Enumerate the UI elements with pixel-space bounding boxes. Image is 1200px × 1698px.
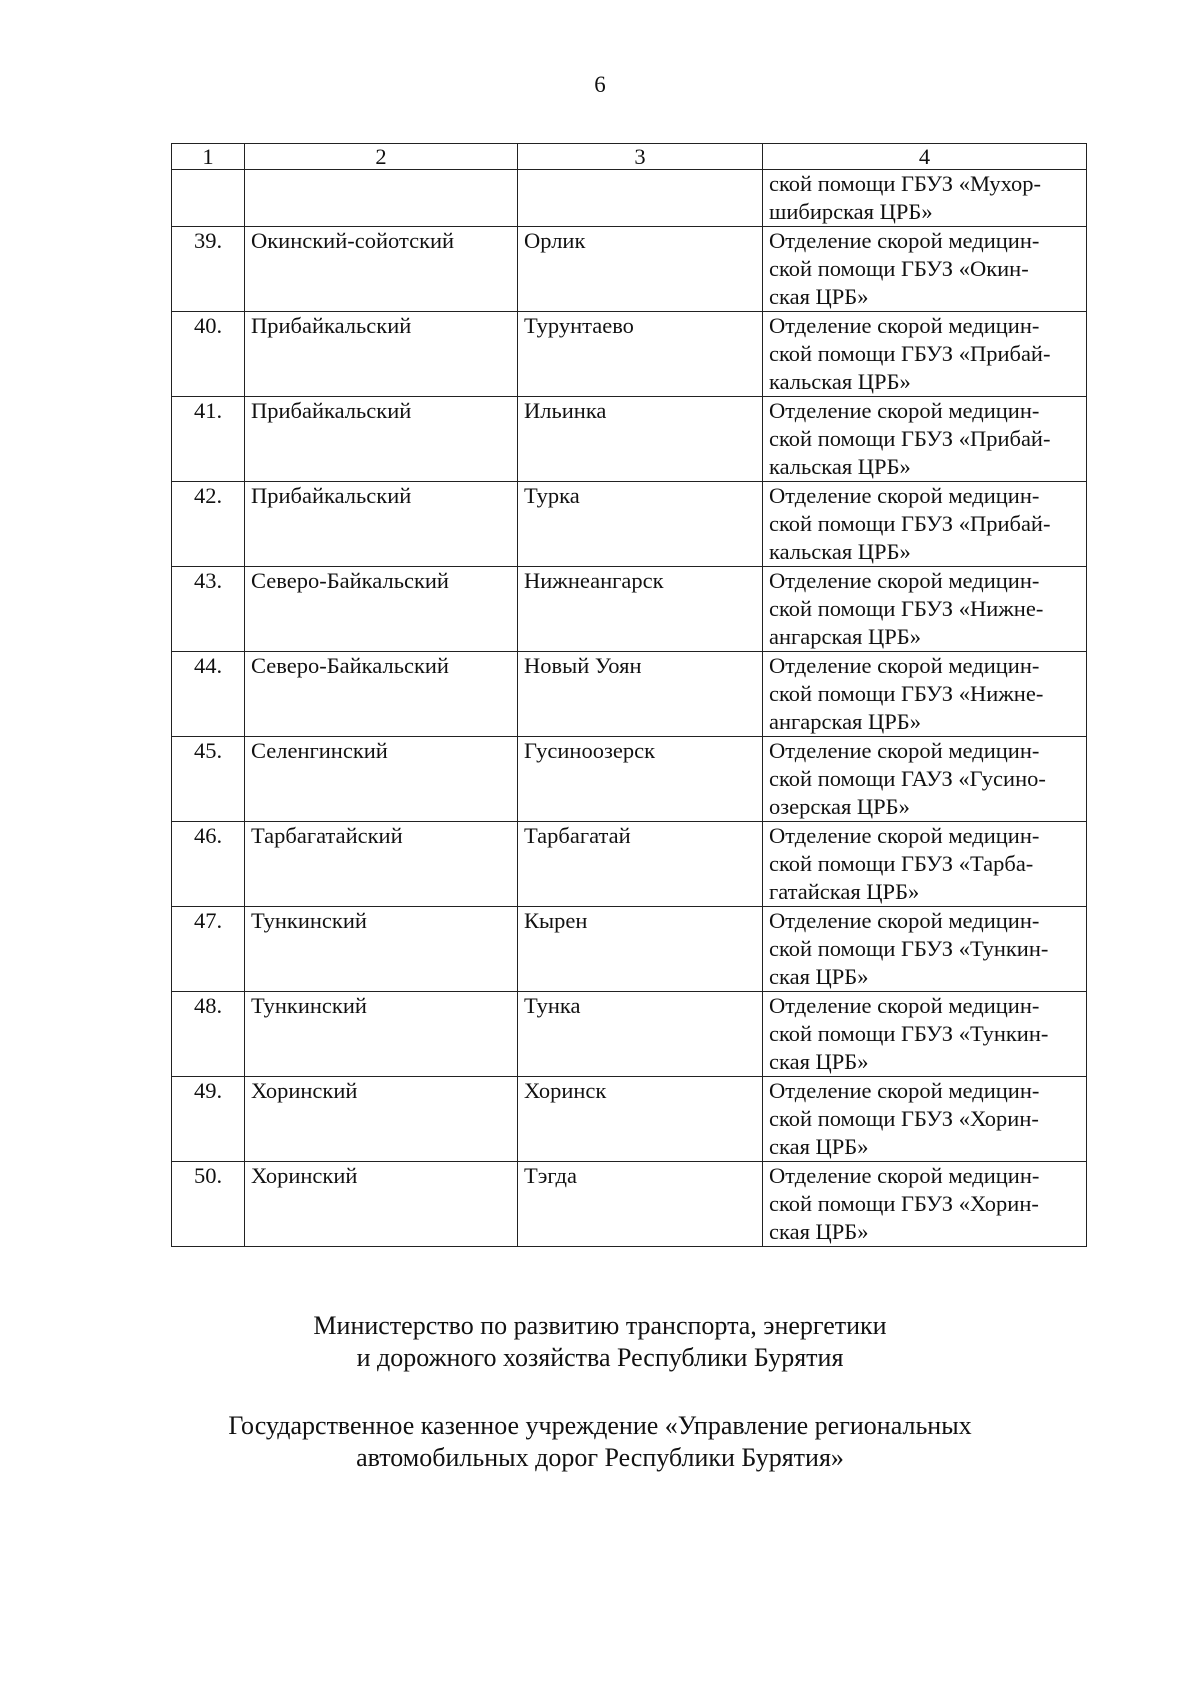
cell-locality: Турка: [518, 482, 763, 567]
cell-num: 42.: [172, 482, 245, 567]
table-row-continuation: [172, 170, 1087, 227]
column-header-1: 1: [172, 144, 245, 170]
table-row: [172, 567, 1087, 652]
cell-num: 43.: [172, 567, 245, 652]
cell-service: Отделение скорой медицин- ской помощи ГБУЗ «Тарба- гатайская ЦРБ»: [763, 822, 1087, 907]
table-row: [172, 822, 1087, 907]
table-row: [172, 227, 1087, 312]
institution-heading-text: Государственное казенное учреждение «Управление региональных автомобильных дорог Республики Бурятия»: [228, 1411, 972, 1472]
page-number: 6: [594, 72, 606, 97]
cell-locality: Турунтаево: [518, 312, 763, 397]
cell-locality: Нижнеангарск: [518, 567, 763, 652]
cell-district: Селенгинский: [245, 737, 518, 822]
cell-locality: Ильинка: [518, 397, 763, 482]
cell-locality: Тарбагатай: [518, 822, 763, 907]
cell-locality: Кырен: [518, 907, 763, 992]
cell-district: Северо-Байкальский: [245, 652, 518, 737]
ministry-heading: [0, 1310, 1200, 1374]
cell-district: Окинский-сойотский: [245, 227, 518, 312]
cell-locality: Новый Уоян: [518, 652, 763, 737]
cell-service: Отделение скорой медицин- ской помощи ГБУЗ «Хорин- ская ЦРБ»: [763, 1077, 1087, 1162]
cell-num: 44.: [172, 652, 245, 737]
cell-locality: Хоринск: [518, 1077, 763, 1162]
cell-locality: Тэгда: [518, 1162, 763, 1247]
cell-num: 49.: [172, 1077, 245, 1162]
cell-service: ской помощи ГБУЗ «Мухор- шибирская ЦРБ»: [763, 170, 1087, 227]
cell-num: 39.: [172, 227, 245, 312]
cell-num: 47.: [172, 907, 245, 992]
table-row: [172, 397, 1087, 482]
cell-district: [245, 170, 518, 227]
cell-service: Отделение скорой медицин- ской помощи ГБУЗ «Тункин- ская ЦРБ»: [763, 907, 1087, 992]
table-row: [172, 992, 1087, 1077]
cell-num: 46.: [172, 822, 245, 907]
cell-locality: [518, 170, 763, 227]
cell-service: Отделение скорой медицин- ской помощи ГБУЗ «Прибай- кальская ЦРБ»: [763, 482, 1087, 567]
table-row: [172, 907, 1087, 992]
cell-service: Отделение скорой медицин- ской помощи ГБУЗ «Прибай- кальская ЦРБ»: [763, 397, 1087, 482]
table-row: [172, 737, 1087, 822]
cell-district: Тункинский: [245, 992, 518, 1077]
cell-locality: Гусиноозерск: [518, 737, 763, 822]
column-header-2: 2: [245, 144, 518, 170]
cell-service: Отделение скорой медицин- ской помощи ГБУЗ «Прибай- кальская ЦРБ»: [763, 312, 1087, 397]
cell-service: Отделение скорой медицин- ской помощи ГБУЗ «Нижне- ангарская ЦРБ»: [763, 567, 1087, 652]
table-row: [172, 312, 1087, 397]
ministry-heading-text: Министерство по развитию транспорта, энергетики и дорожного хозяйства Республики Бурятия: [313, 1311, 887, 1372]
cell-num: 40.: [172, 312, 245, 397]
cell-service: Отделение скорой медицин- ской помощи ГБУЗ «Тункин- ская ЦРБ»: [763, 992, 1087, 1077]
cell-service: Отделение скорой медицин- ской помощи ГБУЗ «Хорин- ская ЦРБ»: [763, 1162, 1087, 1247]
cell-locality: Тунка: [518, 992, 763, 1077]
cell-district: Хоринский: [245, 1077, 518, 1162]
cell-district: Тункинский: [245, 907, 518, 992]
cell-num: 45.: [172, 737, 245, 822]
ambulance-stations-table: [171, 143, 1087, 1247]
cell-service: Отделение скорой медицин- ской помощи ГАУЗ «Гусино- озерская ЦРБ»: [763, 737, 1087, 822]
column-header-3: 3: [518, 144, 763, 170]
cell-district: Северо-Байкальский: [245, 567, 518, 652]
column-header-4: 4: [763, 144, 1087, 170]
cell-district: Тарбагатайский: [245, 822, 518, 907]
table-row: [172, 652, 1087, 737]
cell-service: Отделение скорой медицин- ской помощи ГБУЗ «Окин- ская ЦРБ»: [763, 227, 1087, 312]
cell-district: Прибайкальский: [245, 397, 518, 482]
cell-service: Отделение скорой медицин- ской помощи ГБУЗ «Нижне- ангарская ЦРБ»: [763, 652, 1087, 737]
institution-heading: [0, 1410, 1200, 1474]
cell-num: 48.: [172, 992, 245, 1077]
table-header-row: [172, 144, 1087, 170]
cell-num: 41.: [172, 397, 245, 482]
table-row: [172, 482, 1087, 567]
table-row: [172, 1162, 1087, 1247]
table-row: [172, 1077, 1087, 1162]
cell-district: Прибайкальский: [245, 482, 518, 567]
cell-district: Прибайкальский: [245, 312, 518, 397]
cell-num: [172, 170, 245, 227]
cell-locality: Орлик: [518, 227, 763, 312]
cell-district: Хоринский: [245, 1162, 518, 1247]
cell-num: 50.: [172, 1162, 245, 1247]
